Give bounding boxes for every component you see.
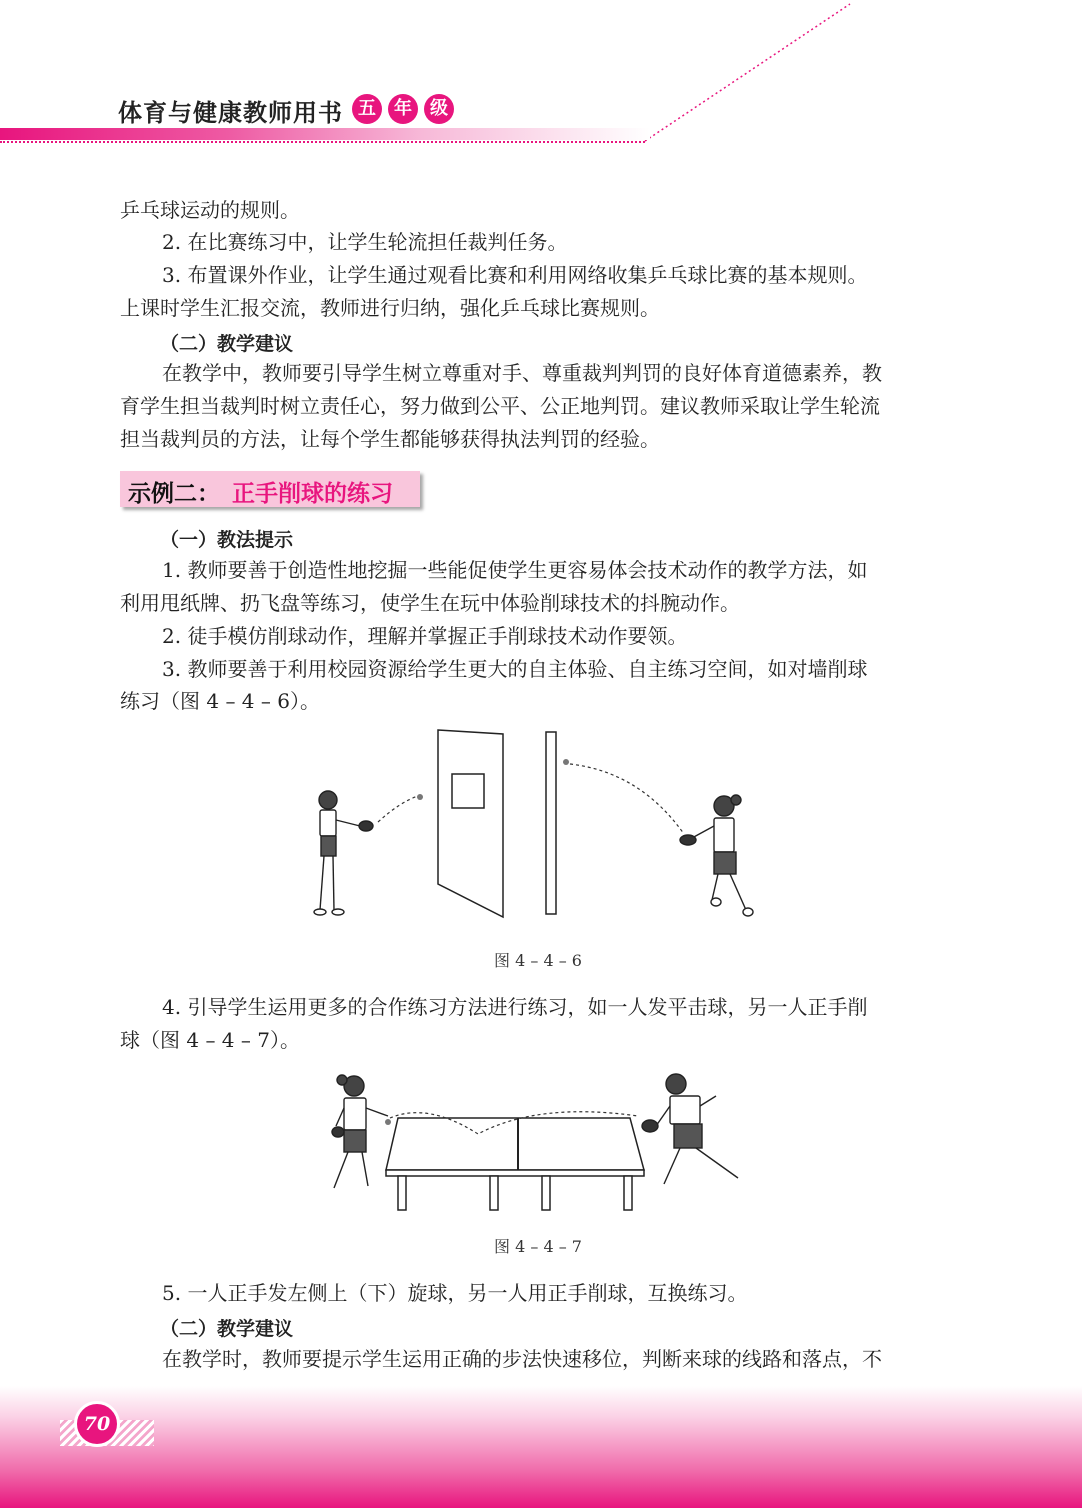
book-title: 体育与健康教师用书 [118,98,343,127]
body-line: 球（图 4 – 4 – 7）。 [120,1028,300,1052]
body-line: 乒乓球运动的规则。 [120,198,300,222]
figure-wall-practice [300,722,780,932]
body-line: 练习（图 4 – 4 – 6）。 [120,689,320,713]
section-heading-teaching-advice: （二）教学建议 [160,1318,294,1340]
body-line: 利用甩纸牌、扔飞盘等练习，使学生在玩中体验削球技术的抖腕动作。 [120,591,740,615]
grade-char-1: 五 [352,94,382,124]
body-line: 育学生担当裁判时树立责任心，努力做到公平、公正地判罚。建议教师采取让学生轮流 [120,394,880,418]
page-number: 70 [74,1401,120,1447]
body-line: 3. 教师要善于利用校园资源给学生更大的自主体验、自主练习空间，如对墙削球 [162,657,868,681]
body-line: 上课时学生汇报交流，教师进行归纳，强化乒乓球比赛规则。 [120,296,660,320]
header-dotted-rule [0,141,645,143]
body-line: 2. 在比赛练习中，让学生轮流担任裁判任务。 [162,230,568,254]
figure-caption: 图 4 – 4 – 6 [494,951,582,970]
body-line: 1. 教师要善于创造性地挖掘一些能促使学生更容易体会技术动作的教学方法，如 [162,558,868,582]
example-heading-box [120,471,420,507]
example-label: 示例二： [128,481,220,507]
body-line: 3. 布置课外作业，让学生通过观看比赛和利用网络收集乒乓球比赛的基本规则。 [162,263,868,287]
grade-char-2: 年 [388,94,418,124]
body-line: 担当裁判员的方法，让每个学生都能够获得执法判罚的经验。 [120,427,660,451]
body-line: 在教学时，教师要提示学生运用正确的步法快速移位，判断来球的线路和落点，不 [162,1347,882,1371]
figure-caption: 图 4 – 4 – 7 [494,1237,582,1256]
body-line: 4. 引导学生运用更多的合作练习方法进行练习，如一人发平击球，另一人正手削 [162,995,868,1019]
example-title: 正手削球的练习 [232,481,393,507]
body-line: 在教学中，教师要引导学生树立尊重对手、尊重裁判判罚的良好体育道德素养，教 [162,361,882,385]
header-band [0,128,650,140]
figure-table-practice [318,1062,758,1218]
body-line: 2. 徒手模仿削球动作，理解并掌握正手削球技术动作要领。 [162,624,688,648]
grade-char-3: 级 [424,94,454,124]
footer-band [0,1386,1082,1508]
section-heading-teaching-advice: （二）教学建议 [160,333,294,355]
section-heading-method-tips: （一）教法提示 [160,529,294,551]
body-line: 5. 一人正手发左侧上（下）旋球，另一人用正手削球，互换练习。 [162,1281,748,1305]
